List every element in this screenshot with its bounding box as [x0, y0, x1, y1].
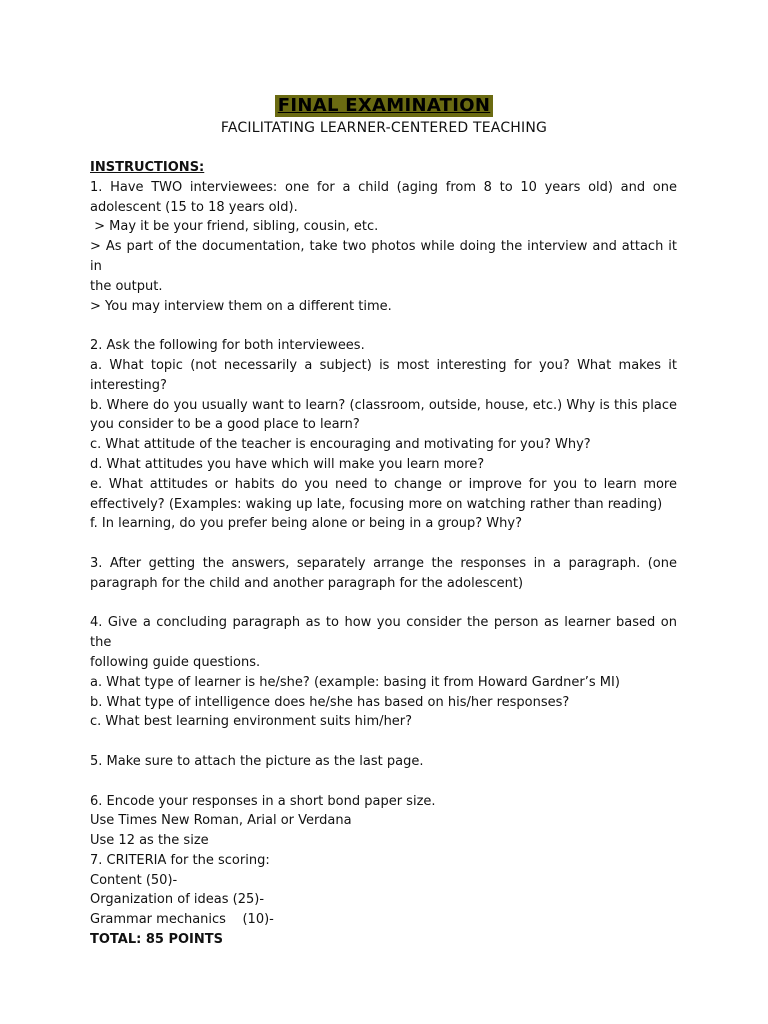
item4-c: c. What best learning environment suits him/her? — [90, 714, 413, 730]
spacer — [90, 772, 677, 792]
item5: 5. Make sure to attach the picture as the last page. — [90, 753, 424, 769]
spacer — [90, 534, 677, 554]
spacer — [90, 594, 677, 614]
item1-line1: 1. Have TWO interviewees: one for a child (aging from 8 to 10 years old) and one — [90, 179, 677, 195]
item4-b: b. What type of intelligence does he/she has based on his/her responses? — [90, 694, 570, 710]
item2-a-line1: a. What topic (not necessarily a subject) is most interesting for you? What makes it — [90, 357, 677, 373]
item3-line1: 3. After getting the answers, separately arrange the responses in a paragraph. (one — [90, 555, 677, 571]
item6-line1: 6. Encode your responses in a short bond paper size. — [90, 793, 436, 809]
item2-f: f. In learning, do you prefer being alone or being in a group? Why? — [90, 516, 522, 532]
item2-a-line2: interesting? — [90, 377, 167, 393]
instructions-heading: INSTRUCTIONS: — [90, 160, 205, 175]
item2-d: d. What attitudes you have which will make you learn more? — [90, 456, 485, 472]
item1-note2-line1: > As part of the documentation, take two photos while doing the interview and attach it in — [90, 239, 677, 274]
item6-line3: Use 12 as the size — [90, 833, 209, 849]
course-subtitle: FACILITATING LEARNER-CENTERED TEACHING — [220, 120, 548, 136]
criteria-content: Content (50)- — [90, 872, 178, 888]
item2-e-line1: e. What attitudes or habits do you need to change or improve for you to learn more — [90, 476, 677, 492]
item6-line2: Use Times New Roman, Arial or Verdana — [90, 813, 352, 829]
item2-intro: 2. Ask the following for both interviewees. — [90, 338, 365, 354]
spacer — [90, 316, 677, 336]
document-header — [0, 95, 768, 138]
item1-line2: adolescent (15 to 18 years old). — [90, 199, 298, 215]
exam-title: FINAL EXAMINATION — [275, 95, 493, 117]
item2-b-line2: you consider to be a good place to learn? — [90, 417, 360, 433]
criteria-organization: Organization of ideas (25)- — [90, 892, 265, 908]
item1-note3: > You may interview them on a different time. — [90, 298, 392, 314]
instructions-body — [90, 158, 677, 950]
item4-line2: following guide questions. — [90, 654, 261, 670]
item4-a: a. What type of learner is he/she? (example: basing it from Howard Gardner’s MI) — [90, 674, 620, 690]
item1-note1: > May it be your friend, sibling, cousin, etc. — [90, 219, 379, 235]
criteria-total: TOTAL: 85 POINTS — [90, 932, 223, 948]
item2-c: c. What attitude of the teacher is encouraging and motivating for you? Why? — [90, 437, 591, 453]
item3-line2: paragraph for the child and another paragraph for the adolescent) — [90, 575, 524, 591]
item2-e-line2: effectively? (Examples: waking up late, focusing more on watching rather than reading) — [90, 496, 663, 512]
criteria-grammar: Grammar mechanics (10)- — [90, 912, 274, 928]
item2-b-line1: b. Where do you usually want to learn? (classroom, outside, house, etc.) Why is this place — [90, 397, 677, 413]
item1-note2-line2: the output. — [90, 278, 163, 294]
spacer — [90, 732, 677, 752]
item4-line1: 4. Give a concluding paragraph as to how you consider the person as learner based on the — [90, 615, 677, 651]
criteria-heading: 7. CRITERIA for the scoring: — [90, 852, 270, 868]
